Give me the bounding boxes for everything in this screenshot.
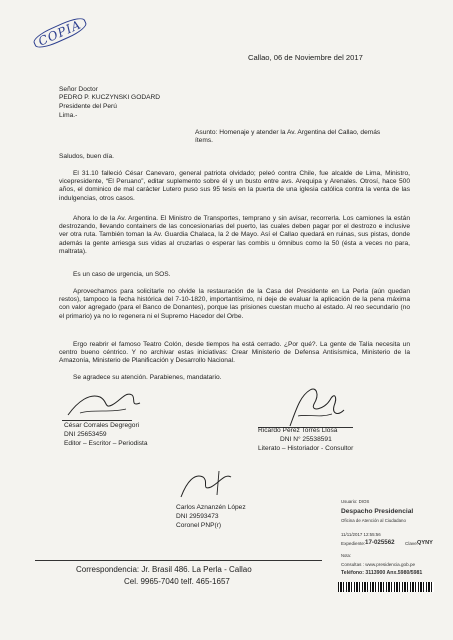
signatory-3-name: Carlos Aznanzén López xyxy=(176,504,246,511)
signatory-2-name: Ricardo Pérez Torres Llosa xyxy=(258,427,338,434)
signatory-3-dni: DNI 29593473 xyxy=(176,513,219,520)
dateline: Callao, 06 de Noviembre del 2017 xyxy=(248,53,363,62)
copia-stamp: COPIA xyxy=(31,14,88,51)
signatory-1-name: César Corrales Degregori xyxy=(64,422,140,429)
paragraph-2: Ahora lo de la Av. Argentina. El Ministro de Transportes, temprano y sin avisar, recorrerla. Los camiones la están destrozando, llevando containers de las concesionarias del puerto, las cuales deben pagar por el destrozo e inclusive ver otra ruta. También toman la Av. Guardia Chalaca, la 2 de Mayo. Así el Callao quedará en ruinas, sus pistas, donde además la gente arriesga sus vidas al cruzarlas o esperar las combis u ómnibus como la 50 (ésta a veces no para, maltrata). xyxy=(59,215,410,255)
signature-3-icon xyxy=(175,467,245,503)
paragraph-1: El 31.10 falleció César Canevaro, general patriota olvidado; peleó contra Chile, fue alcalde de Lima, Ministro, vicepresidente, “El Peruano”, editar suplemento sobre él y un busto entre avs. Arequipa y Arenales. Otrosí, hace 500 años, el dominico de mal carácter Lutero puso sus 95 tesis en la puerta de una iglesia católica contra la venta de las indulgencias, otros casos. xyxy=(59,170,410,202)
paragraph-6: Se agradece su atención. Parabienes, mandatario. xyxy=(73,374,222,381)
stamp-consultas: Consultas : www.presidencia.gob.pe xyxy=(341,562,416,567)
footer-address: Correspondencia: Jr. Brasil 486. La Perla - Callao xyxy=(76,565,252,574)
signatory-1-role: Editor – Escritor – Periodista xyxy=(64,440,148,447)
signature-2-icon xyxy=(280,380,350,432)
paragraph-3: Es un caso de urgencia, un SOS. xyxy=(73,271,171,278)
paragraph-4: Aprovechamos para solicitarle no olvide la restauración de la Casa del Presidente en La Perla (aún quedan restos), tampoco la fecha histórica del 7-10-1820, importantísimo, ni deje de evaluar la aplicación de la pena máxima con valor agregado (para el Banco de Donantes), porque las prisiones cuestan mucho al estado. Al reo secundario (no el primario) ya no lo regenera ni el Supremo Hacedor del Orbe. xyxy=(59,288,410,320)
recipient-title: Presidente del Perú xyxy=(59,103,117,110)
paragraph-5: Ergo reabrir el famoso Teatro Colón, desde tiempos ha está cerrado. ¿Por qué?. La gente de Talía necesita un centro bueno céntrico. Y no archivar estas iniciativas: Crear Ministerio de Defensa Antisísmica, Ministerio de la Amazonía, Ministerio de Planificación y Desarrollo Nacional. xyxy=(59,341,410,365)
barcode xyxy=(338,582,434,592)
subject-line-2: ítems. xyxy=(195,137,213,144)
footer-divider xyxy=(35,560,322,561)
stamp-expediente: 17-025562 xyxy=(365,539,395,546)
stamp-date: 11/11/2017 12:55:56 xyxy=(341,532,381,537)
recipient-name: PEDRO P. KUCZYNSKI GODARD xyxy=(59,94,161,101)
stamp-clave-label: Clave: xyxy=(405,541,419,546)
stamp-expediente-label: Expediente: xyxy=(341,541,366,546)
stamp-note: Nota: xyxy=(341,553,352,558)
stamp-subtitle: Oficina de Atención al Ciudadano xyxy=(341,518,406,523)
recipient-salutation: Señor Doctor xyxy=(59,86,98,93)
signature-1-icon xyxy=(60,383,150,423)
stamp-telefono: Teléfono: 3113900 Anx.5980/5981 xyxy=(341,570,423,576)
signatory-3-role: Coronel PNP(r) xyxy=(176,522,222,529)
stamp-user: Usuario: DIOS xyxy=(341,499,370,504)
signatory-2-dni: DNI N° 25538591 xyxy=(280,436,332,443)
footer-phones: Cel. 9965-7040 telf. 465-1657 xyxy=(124,577,230,586)
signatory-2-role: Literato – Historiador - Consultor xyxy=(258,445,354,452)
subject-line-1: Asunto: Homenaje y atender la Av. Argentina del Callao, demás xyxy=(195,129,381,136)
recipient-city: Lima.- xyxy=(59,112,78,119)
stamp-clave: QYNY xyxy=(417,540,433,546)
signature-1-line xyxy=(62,420,132,421)
greeting: Saludos, buen día. xyxy=(59,153,114,160)
stamp-title: Despacho Presidencial xyxy=(341,508,414,515)
signatory-1-dni: DNI 25653459 xyxy=(64,431,107,438)
reception-stamp xyxy=(333,498,448,613)
